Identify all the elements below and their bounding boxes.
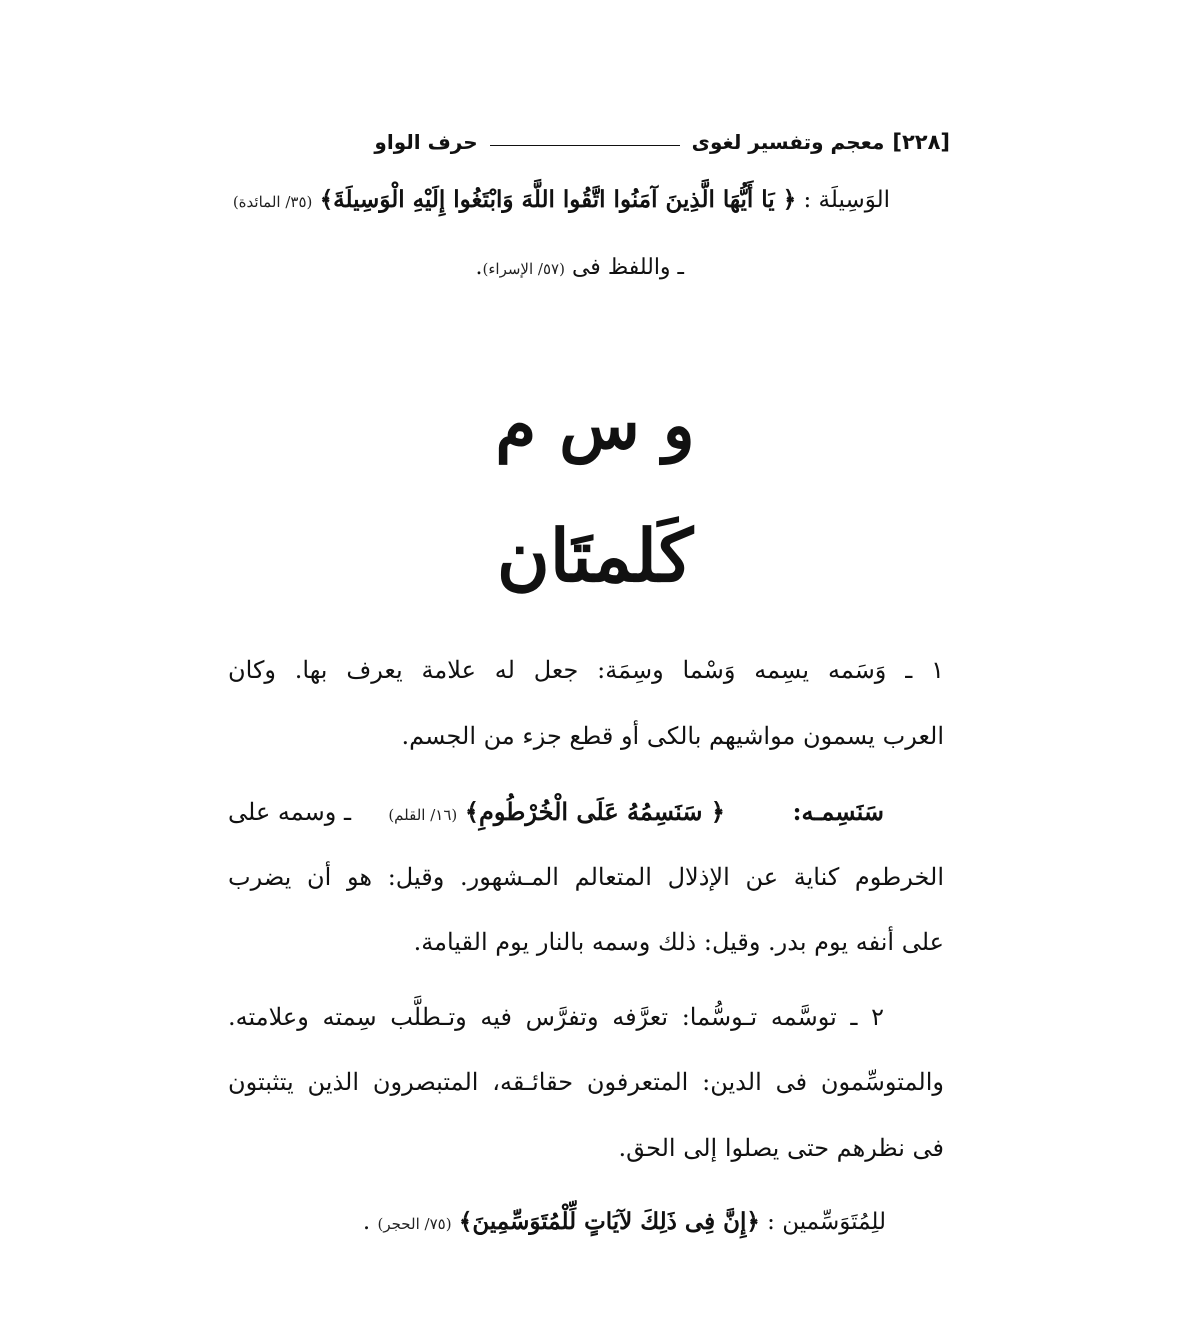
section-title: حرف الواو	[374, 130, 478, 154]
top-entry-note-ref: (٥٧/ الإسراء)	[482, 260, 565, 278]
entry-1-cont	[228, 724, 944, 748]
root-letters: و س م	[495, 386, 695, 464]
top-entry-note-suffix: .	[475, 255, 483, 280]
entry-2-term: سَنَسِمـه:	[792, 797, 884, 826]
top-entry-verse-ref: (٣٥/ المائدة)	[232, 193, 313, 211]
top-entry-note	[476, 257, 684, 279]
entry-1	[228, 658, 944, 682]
top-entry-line	[233, 188, 890, 212]
entry-3-line-1: ٢ ـ توسَّمه تـوسُّما: تعرَّفه وتفرَّس فيه وتـطلَّب سِمته وعلامته.	[228, 1003, 884, 1031]
entry-3-line-3: فى نظرهم حتى يصلوا إلى الحق.	[618, 1134, 944, 1162]
root-word-count: كَلمتَان	[496, 513, 694, 598]
entry-2-line-1: الخرطوم كناية عن الإذلال المتعالم المـشهور. وقيل: هو أن يضرب	[228, 863, 944, 891]
entry-2-head	[228, 797, 944, 826]
entry-1-line-2: العرب يسمون مواشيهم بالكى أو قطع جزء من الجسم.	[401, 722, 944, 750]
top-entry-note-prefix: ـ واللفظ فى	[571, 255, 684, 280]
entry-1-line-1: ١ ـ وَسَمه يسِمه وَسْما وسِمَة: جعل له علامة يعرف بها. وكان	[228, 656, 944, 684]
entry-3-cont	[228, 1070, 944, 1094]
top-entry-term: الوَسِيلَة :	[803, 187, 890, 213]
entry-4-verse-ref: (٧٥/ الحجر)	[377, 1215, 452, 1233]
entry-2-line-2: على أنفه يوم بدر. وقيل: ذلك وسمه بالنار يوم القيامة.	[413, 928, 944, 956]
entry-2-after: ـ وسمه على	[228, 798, 351, 826]
header-rule	[490, 145, 680, 146]
page-number: ٢٢٨	[901, 130, 941, 154]
page-marker: [٢٢٨]	[892, 130, 950, 154]
entry-3-cont-2	[228, 1136, 944, 1160]
entry-3	[228, 1005, 944, 1029]
entry-2-head-line	[228, 797, 944, 826]
top-entry-verse: ﴿ يَا أَيُّهَا الَّذِينَ آمَنُوا اتَّقُوا اللَّهَ وَابْتَغُوا إِلَيْهِ الْوَسِيلَةَ﴾	[319, 186, 797, 213]
entry-4-after: .	[362, 1209, 371, 1235]
entry-2-body	[228, 865, 944, 889]
entry-4	[363, 1210, 886, 1234]
entry-2-body-cont	[228, 930, 944, 954]
entry-3-line-2: والمتوسِّمون فى الدين: المتعرفون حقائـقه، المتبصرون الذين يتثبتون	[228, 1068, 944, 1096]
entry-2-verse-ref: (١٦/ القلم)	[388, 806, 458, 824]
entry-2-verse: ﴿ سَنَسِمُهُ عَلَى الْخُرْطُومِ﴾	[464, 797, 725, 826]
running-header	[228, 124, 950, 160]
book-title: معجم وتفسير لغوى	[691, 130, 885, 154]
entry-4-term: للِمُتَوَسِّمين :	[767, 1209, 886, 1235]
entry-4-verse: ﴿إِنَّ فِى ذَلِكَ لآيَاتٍ لِّلْمُتَوَسِّمِينَ﴾	[458, 1208, 760, 1235]
